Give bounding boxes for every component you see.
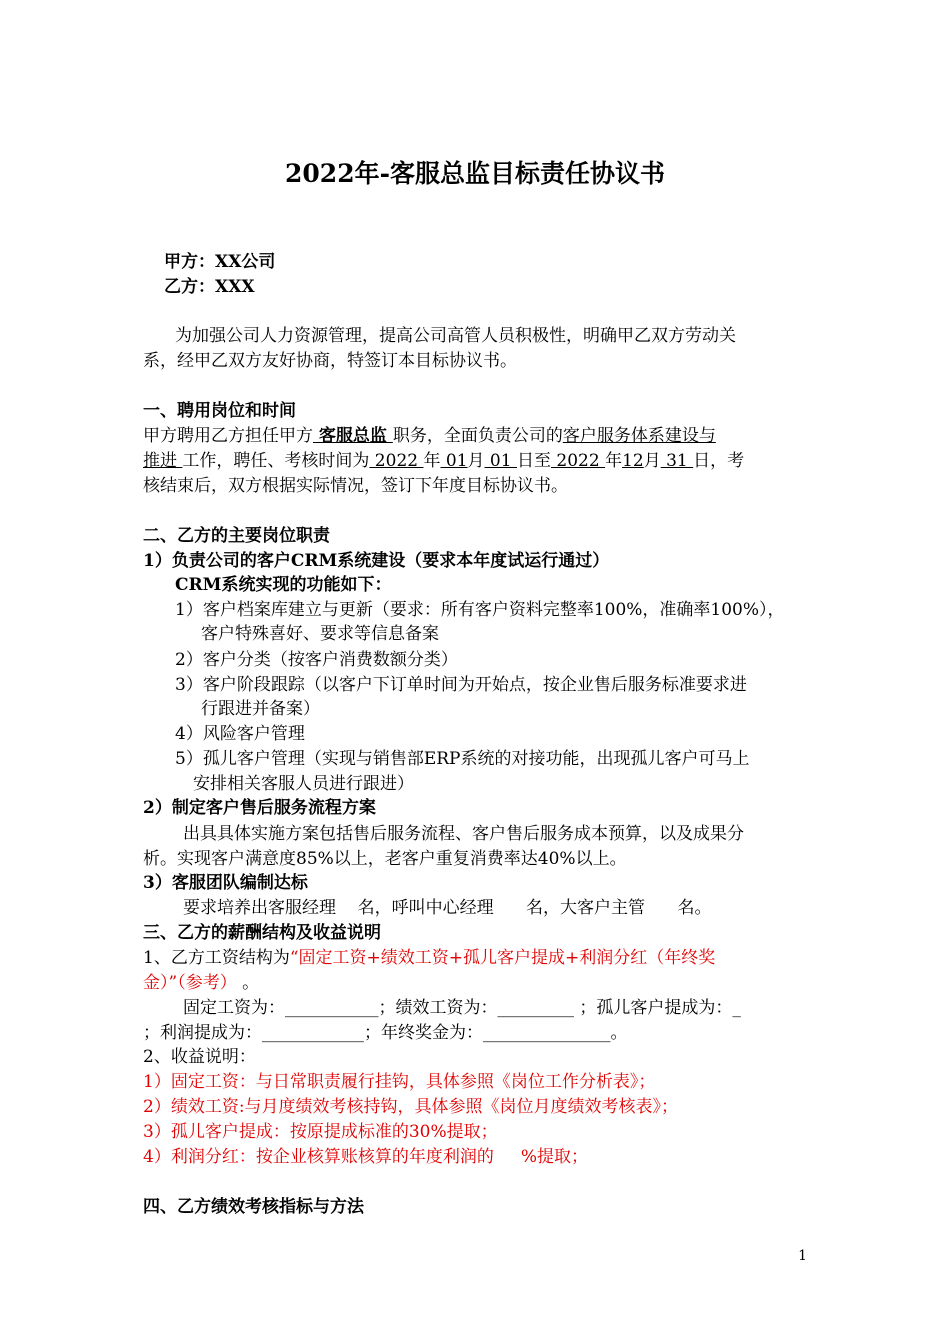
text: 工作，聘任、考核时间为 xyxy=(182,451,370,471)
start-month: 01 xyxy=(440,451,468,471)
income-explanation-heading: 2、收益说明： xyxy=(143,1047,256,1067)
work-scope-cont: 推进 xyxy=(143,451,183,471)
section-2-heading: 二、乙方的主要岗位职责 xyxy=(143,526,330,546)
intro-line-2: 系，经甲乙双方友好协商，特签订本目标协议书。 xyxy=(143,351,517,371)
text: 月 xyxy=(467,451,485,471)
start-day: 01 xyxy=(484,451,517,471)
end-day: 31 xyxy=(660,451,694,471)
crm-function-5-cont: 安排相关客服人员进行跟进） xyxy=(193,774,414,794)
text: 日，考 xyxy=(693,451,745,471)
crm-function-3-cont: 行跟进并备案） xyxy=(201,699,320,719)
text: 日至 xyxy=(516,451,551,471)
salary-structure xyxy=(143,947,715,969)
intro-line-1: 为加强公司人力资源管理，提高公司高管人员积极性，明确甲乙双方劳动关 xyxy=(175,326,736,346)
duty-3: 3）客服团队编制达标 xyxy=(143,873,308,893)
crm-function-3: 3）客户阶段跟踪（以客户下订单时间为开始点，按企业售后服务标准要求进 xyxy=(175,675,747,695)
income-item-1: 1）固定工资：与日常职责履行挂钩，具体参照《岗位工作分析表》； xyxy=(143,1072,656,1092)
duty-2-desc-1: 出具具体实施方案包括售后服务流程、客户售后服务成本预算，以及成果分 xyxy=(183,824,744,844)
section-1-line-1 xyxy=(143,425,716,447)
text: 职务，全面负责公司的 xyxy=(392,426,563,446)
income-item-3: 3）孤儿客户提成：按原提成标准的30%提取； xyxy=(143,1122,498,1142)
salary-amounts-1: 固定工资为：___________；绩效工资为：_________ ；孤儿客户提成为：_ xyxy=(183,998,741,1018)
crm-functions-title: CRM系统实现的功能如下： xyxy=(175,575,392,595)
text: 1、乙方工资结构为 xyxy=(143,948,290,968)
salary-structure-cont xyxy=(143,972,259,994)
crm-function-5: 5）孤儿客户管理（实现与销售部ERP系统的对接功能，出现孤儿客户可马上 xyxy=(175,749,750,769)
work-scope: 客户服务体系建设与 xyxy=(562,426,716,446)
duty-2: 2）制定客户售后服务流程方案 xyxy=(143,798,376,818)
text: 年 xyxy=(423,451,441,471)
income-item-2: 2）绩效工资:与月度绩效考核持钩，具体参照《岗位月度绩效考核表》； xyxy=(143,1097,679,1117)
page-title: 2022年-客服总监目标责任协议书 xyxy=(285,159,665,188)
salary-amounts-2: ；利润提成为：____________；年终奖金为：_______________。 xyxy=(143,1023,628,1043)
duty-3-desc: 要求培养出客服经理 名，呼叫中心经理 名，大客户主管 名。 xyxy=(183,898,712,918)
position-value: 客服总监 xyxy=(313,426,393,446)
salary-formula-cont: 金）”（参考） xyxy=(143,973,237,993)
crm-function-4: 4）风险客户管理 xyxy=(175,724,305,744)
duty-1: 1）负责公司的客户CRM系统建设（要求本年度试运行通过） xyxy=(143,551,610,571)
text: 月 xyxy=(643,451,661,471)
section-1-line-2 xyxy=(143,450,744,472)
text: 年 xyxy=(605,451,623,471)
section-1-heading: 一、聘用岗位和时间 xyxy=(143,401,296,421)
crm-function-1: 1）客户档案库建立与更新（要求：所有客户资料完整率100%，准确率100%）， xyxy=(175,600,785,620)
text: 甲方聘用乙方担任甲方 xyxy=(143,426,313,446)
section-3-heading: 三、乙方的薪酬结构及收益说明 xyxy=(143,923,381,943)
crm-function-1-cont: 客户特殊喜好、要求等信息备案 xyxy=(201,624,439,644)
page-number: 1 xyxy=(798,1248,807,1264)
end-month: 12 xyxy=(622,451,644,471)
party-b: 乙方：XXX xyxy=(164,277,255,297)
end-year: 2022 xyxy=(550,451,606,471)
crm-function-2: 2）客户分类（按客户消费数额分类） xyxy=(175,650,458,670)
start-year: 2022 xyxy=(369,451,424,471)
text: 。 xyxy=(236,973,260,993)
duty-2-desc-2: 析。实现客户满意度85%以上，老客户重复消费率达40%以上。 xyxy=(143,849,627,869)
section-4-heading: 四、乙方绩效考核指标与方法 xyxy=(143,1197,364,1217)
party-a: 甲方：XX公司 xyxy=(164,252,276,272)
section-1-line-3: 核结束后，双方根据实际情况，签订下年度目标协议书。 xyxy=(143,476,568,496)
salary-formula: “固定工资+绩效工资+孤儿客户提成+利润分红（年终奖 xyxy=(289,948,716,968)
income-item-4: 4）利润分红：按企业核算账核算的年度利润的 %提取； xyxy=(143,1147,588,1167)
